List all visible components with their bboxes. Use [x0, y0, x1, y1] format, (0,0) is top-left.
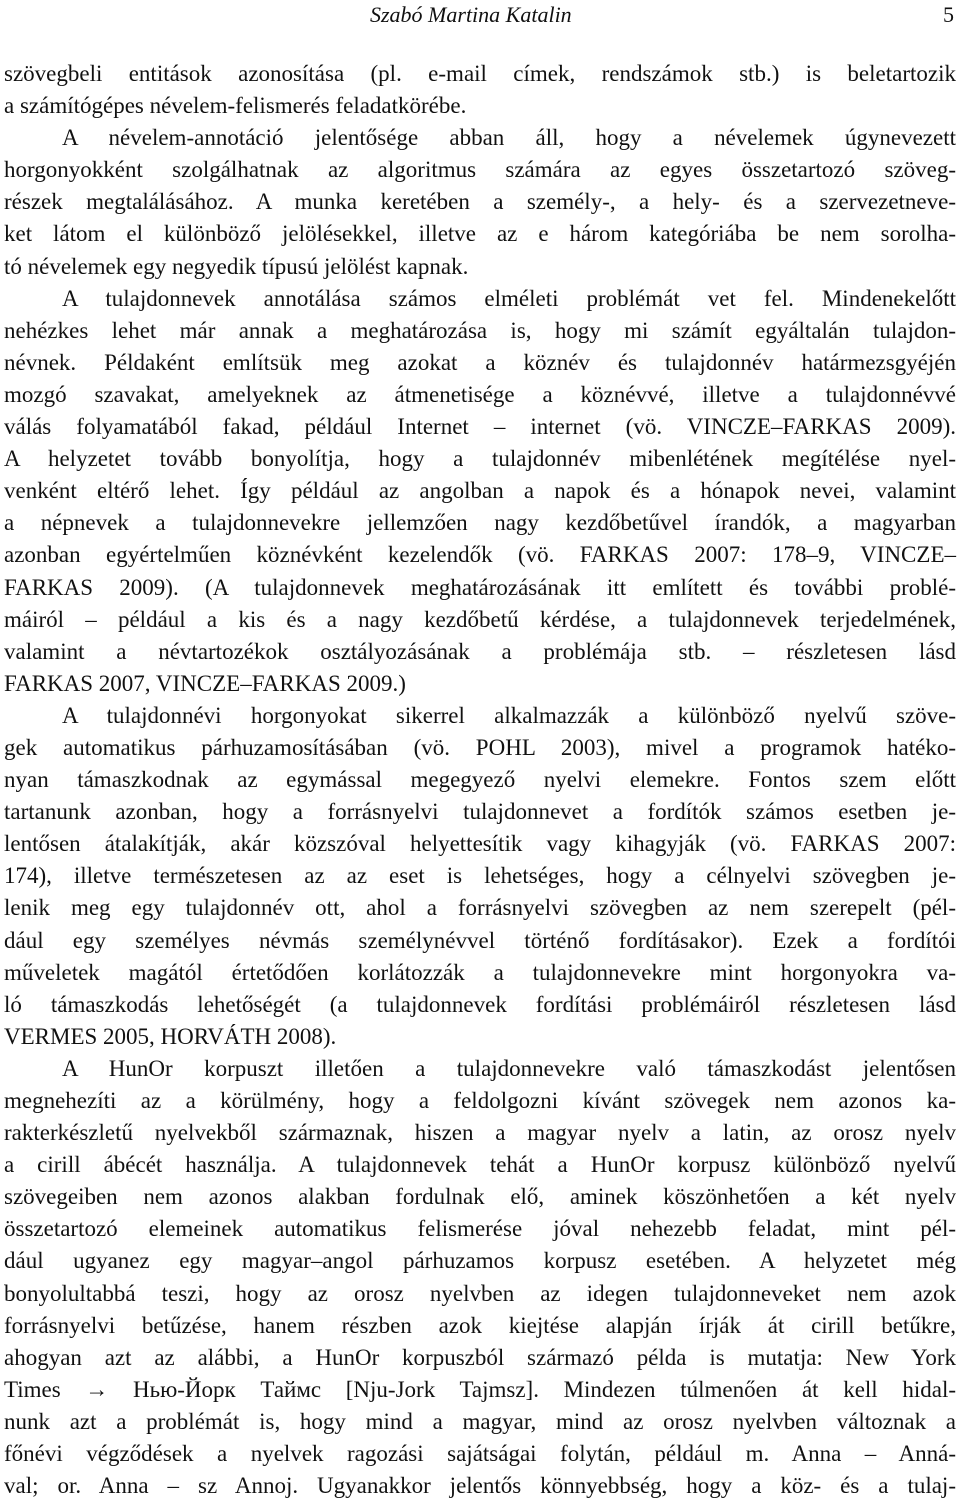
text-line: dául ugyanez egy magyar–angol párhuzamos korpusz esetében. A helyzetet még — [4, 1248, 956, 1274]
running-head-author: Szabó Martina Katalin — [370, 2, 572, 27]
text-line: A helyzetet tovább bonyolítja, hogy a tulajdonnév mibenlétének megítélése nyel- — [4, 446, 956, 472]
text-line: venként eltérő lehet. Így például az angolban a napok és a hónapok nevei, valamint — [4, 478, 956, 504]
text-line: A HunOr korpuszt illetően a tulajdonnevekre való támaszkodást jelentősen — [62, 1055, 956, 1081]
text-line: A névelem-annotáció jelentősége abban áll, hogy a névelemek úgynevezett — [62, 125, 956, 151]
text-line: névnek. Példaként említsük meg azokat a köznév és tulajdonnév határmezsgyéjén — [4, 349, 956, 375]
text-line: VERMES 2005, HORVÁTH 2008). — [4, 1023, 337, 1049]
text-line: tartanunk azonban, hogy a forrásnyelvi tulajdonnevet a fordítók számos esetben je- — [4, 799, 956, 825]
text-line: val; or. Anna – sz Annoj. Ugyanakkor jelentős könnyebbség, hogy a köz- és a tulaj- — [4, 1473, 956, 1499]
text-line: tó névelemek egy negyedik típusú jelölést kapnak. — [4, 253, 469, 279]
text-line: valamint a névtartozékok osztályozásának a problémája stb. – részletesen lásd — [4, 638, 956, 664]
text-line: nyan támaszkodnak az egymással megegyező nyelvi elemekre. Fontos szem előtt — [4, 767, 956, 793]
text-line: ahogyan azt az alábbi, a HunOr korpuszból származó példa is mutatja: New York — [4, 1344, 956, 1370]
text-line: szövegeiben nem azonos alakban fordulnak elő, aminek köszönhetően a két nyelv — [4, 1184, 956, 1210]
text-line: Times → Нью-Йорк Таймс [Nju-Jork Tajmsz]. Mindezen túlmenően át kell hidal- — [4, 1376, 956, 1402]
text-line: forrásnyelvi betűzése, hanem részben azok kiejtése alapján írják át cirill betűkre, — [4, 1312, 956, 1338]
text-line: dául egy személyes névmás személynévvel történő fordításakor). Ezek a fordítói — [4, 927, 956, 953]
text-line: részek megtalálásához. A munka keretében a személy-, a hely- és a szervezetneve- — [4, 189, 956, 215]
text-line: 174), illetve természetesen az az eset is lehetséges, hogy a célnyelvi szövegben je- — [4, 863, 956, 889]
text-line: bonyolultabbá teszi, hogy az orosz nyelvben az idegen tulajdonneveket nem azok — [4, 1280, 956, 1306]
text-line: A tulajdonnevek annotálása számos elméleti problémát vet fel. Mindenekelőtt — [62, 285, 956, 311]
text-line: FARKAS 2009). (A tulajdonnevek meghatározásának itt említett és további problé- — [4, 574, 956, 600]
text-line: rakterkészletű nyelvekből származnak, hiszen a magyar nyelv a latin, az orosz nyelv — [4, 1120, 956, 1146]
text-line: megnehezíti az a körülmény, hogy a feldolgozni kívánt szövegek nem azonos ka- — [4, 1088, 956, 1113]
text-line: a népnevek a tulajdonnevekre jellemzően nagy kezdőbetűvel írandók, a magyarban — [4, 510, 956, 536]
text-line: mozgó szavakat, amelyeknek az átmenetisége a köznévvé, illetve a tulajdonnévvé — [4, 381, 956, 407]
text-line: nehézkes lehet már annak a meghatározása is, hogy mi számít egyáltalán tulajdon- — [4, 317, 956, 343]
text-line: máiról – például a kis és a nagy kezdőbetű kérdése, a tulajdonnevek terjedelmének, — [4, 606, 956, 632]
text-line: a cirill ábécét használja. A tulajdonnevek tehát a HunOr korpusz különböző nyelvű — [4, 1152, 956, 1178]
text-line: főnévi végződések a nyelvek ragozási sajátságai folytán, például m. Anna – Anná- — [4, 1441, 956, 1467]
text-line: műveletek magától értetődően korlátozzák a tulajdonnevekre mint horgonyokra va- — [4, 959, 956, 985]
text-line: azonban egyértelműen köznévként kezelendők (vö. FARKAS 2007: 178–9, VINCZE– — [4, 542, 956, 568]
page-number: 5 — [943, 2, 954, 27]
text-line: szövegbeli entitások azonosítása (pl. e-mail címek, rendszámok stb.) is beletartozik — [4, 61, 956, 86]
text-line: horgonyokként szolgálhatnak az algoritmus számára az egyes összetartozó szöveg- — [4, 157, 956, 183]
text-line: FARKAS 2007, VINCZE–FARKAS 2009.) — [4, 670, 406, 696]
running-head — [0, 0, 960, 30]
text-line: lentősen átalakítják, akár közszóval helyettesítik vagy kihagyják (vö. FARKAS 2007: — [4, 831, 956, 857]
body-text — [4, 58, 956, 1502]
text-line: összetartozó elemeinek automatikus felismerése jóval nehezebb feladat, mint pél- — [4, 1216, 956, 1242]
text-line: ló támaszkodás lehetőségét (a tulajdonnevek fordítási problémáiról részletesen lásd — [4, 991, 956, 1017]
text-line: a számítógépes névelem-felismerés feladatkörébe. — [4, 93, 467, 119]
text-line: A tulajdonnévi horgonyokat sikerrel alkalmazzák a különböző nyelvű szöve- — [62, 702, 956, 728]
text-line: lenik meg egy tulajdonnév ott, ahol a forrásnyelvi szövegben az nem szerepelt (pél- — [4, 895, 956, 921]
text-line: gek automatikus párhuzamosításában (vö. POHL 2003), mivel a programok hatéko- — [4, 734, 956, 760]
text-line: válás folyamatából fakad, például Internet – internet (vö. VINCZE–FARKAS 2009). — [4, 414, 956, 440]
text-line: ket látom el különböző jelölésekkel, illetve az e három kategóriába be nem sorolha- — [4, 221, 956, 247]
text-line: nunk azt a problémát is, hogy mind a magyar, mind az orosz nyelvben változnak a — [4, 1408, 956, 1434]
